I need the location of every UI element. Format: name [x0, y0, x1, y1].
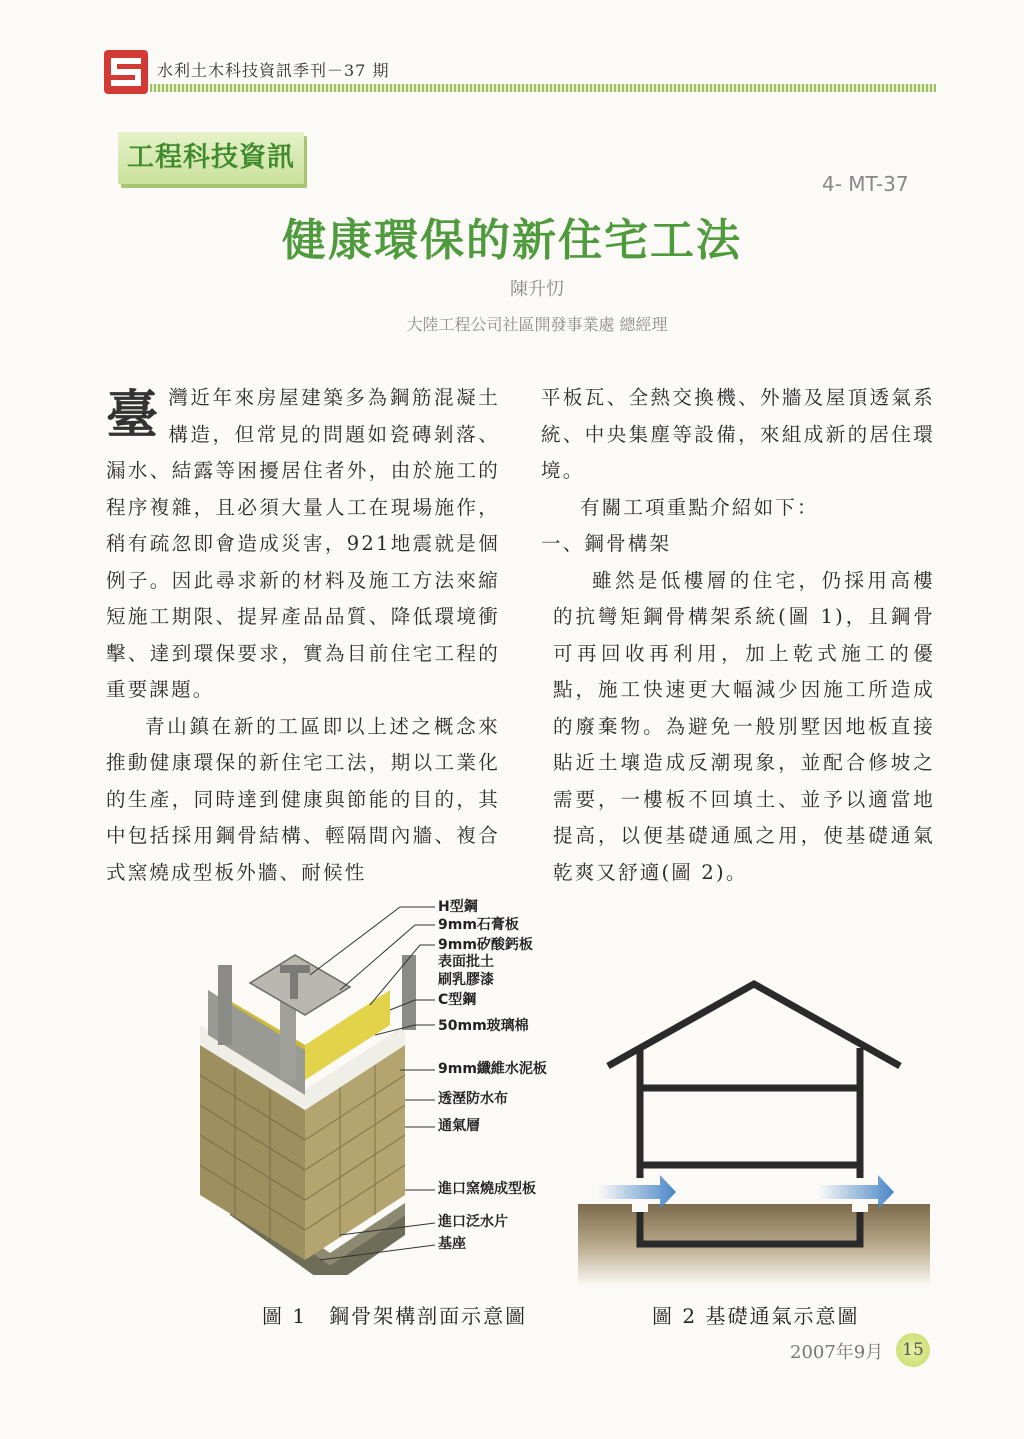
- article-code: 4- MT-37: [822, 172, 909, 196]
- body-column-right: [541, 380, 935, 891]
- label-surface-putty: 表面批土: [438, 954, 494, 970]
- figure-2-foundation-ventilation-diagram: [578, 960, 930, 1286]
- issue-date: 2007年9月: [790, 1342, 884, 1363]
- author-affiliation: 大陸工程公司社區開發事業處 總經理: [406, 315, 668, 334]
- paragraph-1-text: 灣近年來房屋建築多為鋼筋混凝土構造，但常見的問題如瓷磚剝落、漏水、結露等困擾居住者外，由於施工的程序複雜，且必須大量人工在現場施作，稍有疏忽即會造成災害，921地震就是個例子。因此尋求新的材料及施工方法來縮短施工期限、提昇產品品質、降低環境衝擊、達到環保要求，實為目前住宅工程的重要課題。: [106, 386, 500, 701]
- figure-2-caption: 圖 2 基礎通氣示意圖: [652, 1304, 860, 1328]
- label-h-steel: H型鋼: [438, 899, 478, 915]
- label-fiber-cement-board: 9mm纖維水泥板: [438, 1061, 547, 1077]
- section-heading-1: 一、鋼骨構架: [541, 532, 672, 555]
- label-air-layer: 通氣層: [438, 1118, 480, 1134]
- paragraph-2-continued: 平板瓦、全熱交換機、外牆及屋頂透氣系統、中央集塵等設備，來組成新的居住環境。: [541, 386, 935, 482]
- paragraph-1: [106, 380, 500, 709]
- paragraph-4: 雖然是低樓層的住宅，仍採用高樓的抗彎矩鋼骨構架系統(圖 1)，且鋼骨可再回收再利用，加上乾式施工的優點，施工快速更大幅減少因施工所造成的廢棄物。為避免一般別墅因地板直接貼近土壤造成反潮現象，並配合修坡之需要，一樓板不回填土、並予以適當地提高，以便基礎通風之用，使基礎通氣乾爽又舒適(圖 2)。: [553, 568, 935, 884]
- label-c-steel: C型鋼: [438, 992, 477, 1008]
- label-glass-wool: 50mm玻璃棉: [438, 1018, 529, 1034]
- label-flashing: 進口泛水片: [438, 1214, 508, 1230]
- journal-title: 水利土木科技資訊季刊－37 期: [157, 61, 390, 80]
- paragraph-2: 青山鎮在新的工區即以上述之概念來推動健康環保的新住宅工法，期以工業化的生產，同時達到健康與節能的目的，其中包括採用鋼骨結構、輕隔間內牆、複合式窯燒成型板外牆、耐候性: [106, 714, 500, 884]
- figure-1-caption: 圖 1 鋼骨架構剖面示意圖: [262, 1304, 528, 1328]
- header-rule: [150, 84, 936, 92]
- page-number: 15: [896, 1333, 930, 1367]
- section-badge-label: 工程科技資訊: [127, 142, 295, 173]
- journal-logo-icon: [104, 50, 148, 94]
- article-title: 健康環保的新住宅工法: [282, 215, 742, 266]
- label-breathable-membrane: 透溼防水布: [438, 1091, 508, 1107]
- body-column-left: [106, 380, 500, 891]
- author-name: 陳升忉: [510, 279, 564, 300]
- label-kiln-fired-panel: 進口窯燒成型板: [438, 1181, 536, 1197]
- label-base: 基座: [438, 1236, 466, 1252]
- label-calcium-silicate-board: 9mm矽酸鈣板: [438, 937, 533, 953]
- drop-cap: 臺: [106, 385, 161, 446]
- figure-1: [190, 895, 560, 1275]
- label-gypsum-board: 9mm石膏板: [438, 917, 519, 933]
- paragraph-3: 有關工項重點介紹如下：: [580, 495, 819, 519]
- label-latex-paint: 刷乳膠漆: [438, 972, 494, 988]
- section-badge: [118, 132, 304, 184]
